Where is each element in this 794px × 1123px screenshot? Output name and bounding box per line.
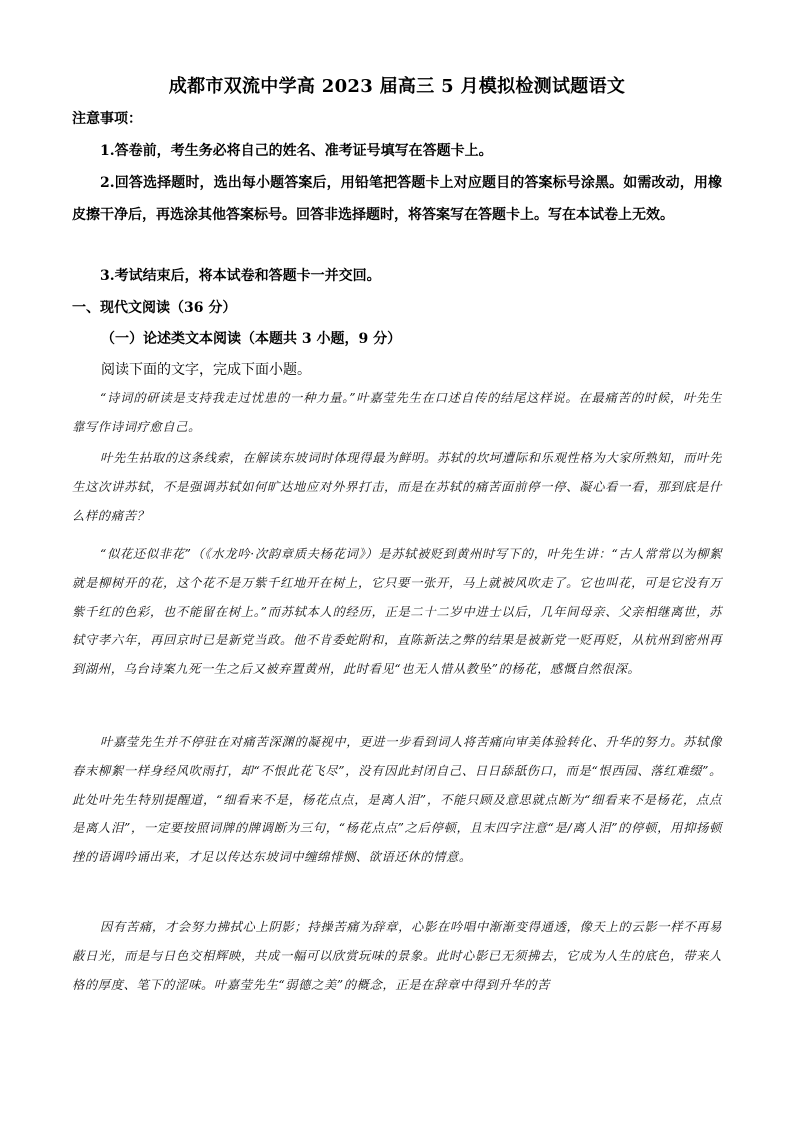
passage-paragraph-1: “诗词的研读是支持我走过忧患的一种力量。”叶嘉莹先生在口述自传的结尾这样说。在最痛苦的时候，叶先生靠写作诗词疗愈自己。: [72, 391, 722, 434]
passage-paragraph-4: 叶嘉莹先生并不停驻在对痛苦深渊的凝视中，更进一步看到词人将苦痛向审美体验转化、升华的努力。苏轼像春末柳絮一样身经风吹雨打，却“不恨此花飞尽”，没有因此封闭自己、日日舔舐伤口，而是“恨西园、落红难缀”。此处叶先生特别提醒道，“细看来不是，杨花点点，是离人泪”，不能只顾及意思就点断为“细看来不是杨花，点点是离人泪”，一定要按照词牌的牌调断为三句，“杨花点点”之后停顿，且末四字注意“是/离人泪”的停顿，用抑扬顿挫的语调吟诵出来，才足以传达东坡词中缠绵悱恻、欲语还休的情意。: [72, 735, 722, 865]
passage-paragraph-3: “似花还似非花”（《水龙吟·次韵章质夫杨花词》）是苏轼被贬到黄州时写下的，叶先生讲：“古人常常以为柳絮就是柳树开的花，这个花不是万紫千红地开在树上，它只要一张开，马上就被风吹走了。它也叫花，可是它没有万紫千红的色彩，也不能留在树上。”而苏轼本人的经历，正是二十二岁中进士以后，几年间母亲、父亲相继离世，苏轼守孝六年，再回京时已是新党当政。他不肯委蛇附和，直陈新法之弊的结果是被新党一贬再贬，从杭州到密州再到湖州，乌台诗案九死一生之后又被弃置黄州，此时看见“也无人惜从教坠”的杨花，感慨自然很深。: [72, 547, 722, 677]
notice-item-2: 2.回答选择题时，选出每小题答案后，用铅笔把答题卡上对应题目的答案标号涂黑。如需改动，用橡皮擦干净后，再选涂其他答案标号。回答非选择题时，将答案写在答题卡上。写在本试卷上无效。: [72, 175, 722, 223]
notice-item-1: 1.答卷前，考生务必将自己的姓名、准考证号填写在答题卡上。: [100, 143, 493, 159]
section-heading: 一、现代文阅读（36 分）: [72, 300, 237, 316]
notice-item-3: 3.考试结束后，将本试卷和答题卡一并交回。: [100, 268, 381, 284]
section-subheading: （一）论述类文本阅读（本题共 3 小题，9 分）: [101, 331, 402, 347]
notice-heading: 注意事项：: [72, 111, 142, 127]
passage-paragraph-2: 叶先生拈取的这条线索，在解读东坡词时体现得最为鲜明。苏轼的坎坷遭际和乐观性格为大家所熟知，而叶先生这次讲苏轼，不是强调苏轼如何旷达地应对外界打击，而是在苏轼的痛苦面前停一停、凝心看一看，那到底是什么样的痛苦？: [72, 451, 722, 523]
reading-instruction: 阅读下面的文字，完成下面小题。: [101, 362, 311, 378]
page-title: 成都市双流中学高 2023 届高三 5 月模拟检测试题语文: [168, 76, 626, 97]
passage-paragraph-5: 因有苦痛，才会努力拂拭心上阴影；持操苦痛为辞章，心影在吟唱中渐渐变得通透，像天上的云影一样不再易蔽日光，而是与日色交相辉映，共成一幅可以欣赏玩味的景象。此时心影已无须拂去，它成为人生的底色，带来人格的厚度、笔下的涩味。叶嘉莹先生“弱德之美”的概念，正是在辞章中得到升华的苦: [72, 920, 722, 992]
